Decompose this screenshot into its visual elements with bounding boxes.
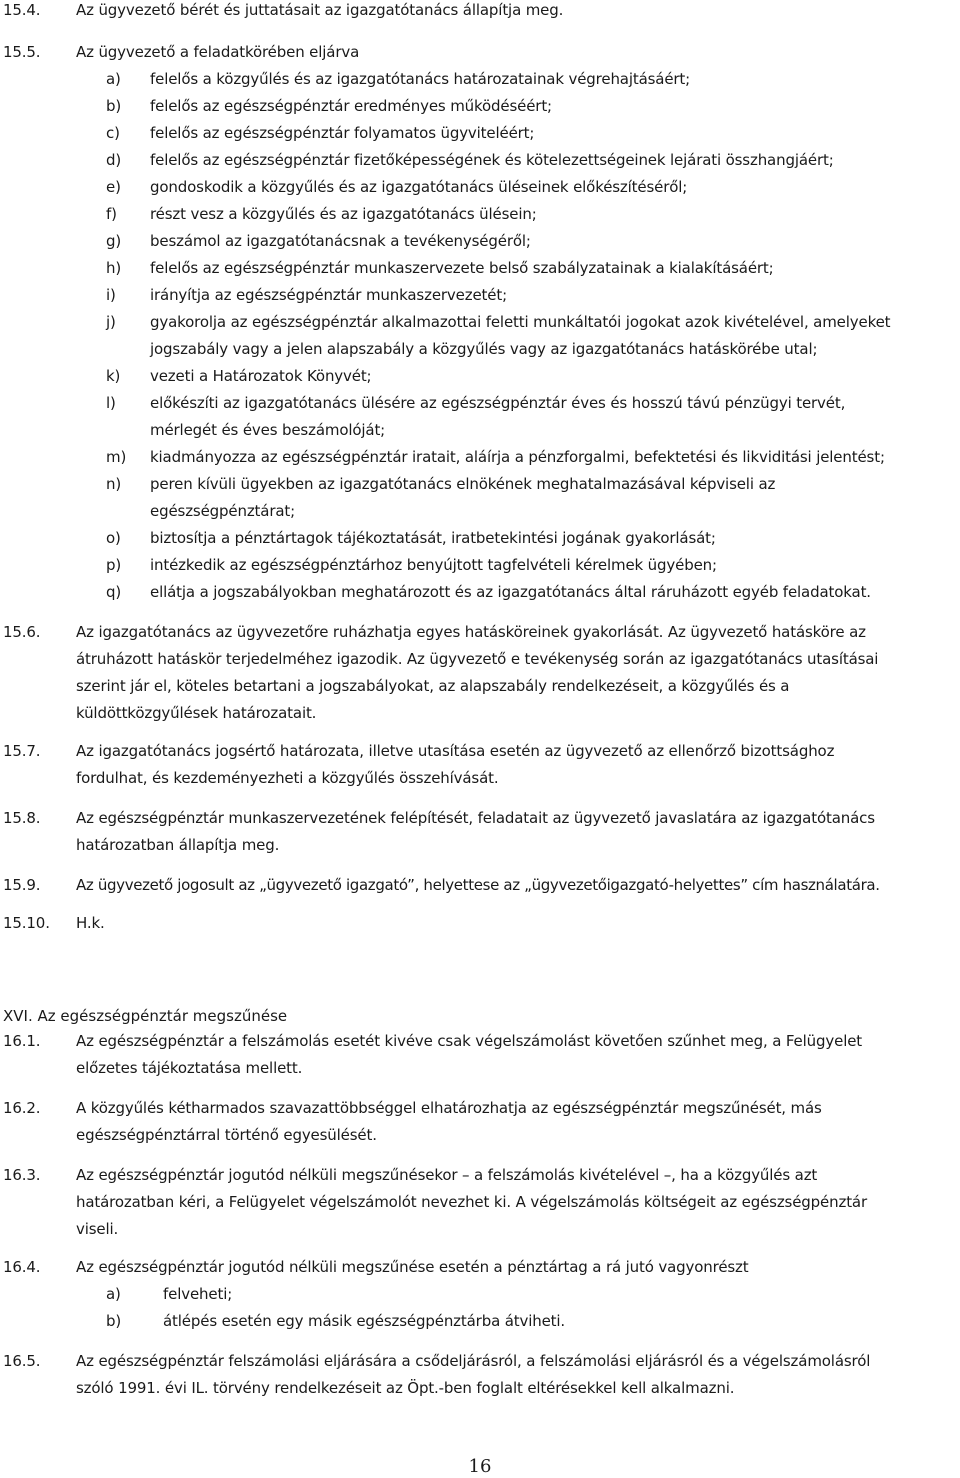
list-item-label: b) xyxy=(106,1312,122,1330)
list-item-label: o) xyxy=(106,529,121,547)
section-text: Az egészségpénztár jogutód nélküli megszűnése esetén a pénztártag a rá jutó vagyonrészt xyxy=(76,1258,749,1276)
list-item-text: egészségpénztárat; xyxy=(150,502,296,520)
section-number: 15.7. xyxy=(3,742,41,760)
section-text: Az ügyvezető jogosult az „ügyvezető igazgató”, helyettese az „ügyvezetőigazgató-helyettes” cím használatára. xyxy=(76,876,880,894)
section-text: határozatban kéri, a Felügyelet végelszámolót nevezhet ki. A végelszámolás költségeit az egészségpénztár xyxy=(76,1193,867,1211)
section-text: Az igazgatótanács az ügyvezetőre ruházhatja egyes hatásköreinek gyakorlását. Az ügyvezető hatásköre az xyxy=(76,623,866,641)
section-text: Az ügyvezető a feladatkörében eljárva xyxy=(76,43,360,61)
list-item-text: intézkedik az egészségpénztárhoz benyújtott tagfelvételi kérelmek ügyében; xyxy=(150,556,717,574)
list-item-label: l) xyxy=(106,394,116,412)
section-text: Az egészségpénztár felszámolási eljárására a csődeljárásról, a felszámolási eljárásról és a végelszámolásról xyxy=(76,1352,871,1370)
section-number: 15.4. xyxy=(3,1,41,19)
list-item-label: f) xyxy=(106,205,117,223)
list-item-label: d) xyxy=(106,151,122,169)
section-text: fordulhat, és kezdeményezheti a közgyűlés összehívását. xyxy=(76,769,499,787)
list-item-label: j) xyxy=(106,313,116,331)
list-item-text: felelős az egészségpénztár munkaszervezete belső szabályzatainak a kialakításáért; xyxy=(150,259,774,277)
list-item-label: b) xyxy=(106,97,122,115)
list-item-text: előkészíti az igazgatótanács ülésére az egészségpénztár éves és hosszú távú pénzügyi tervét, xyxy=(150,394,846,412)
list-item-label: n) xyxy=(106,475,122,493)
list-item-text: felelős az egészségpénztár folyamatos ügyviteléért; xyxy=(150,124,535,142)
section-text: H.k. xyxy=(76,914,105,932)
section-text: szerint jár el, köteles betartani a jogszabályokat, az alapszabály rendelkezéseit, a közgyűlés és a xyxy=(76,677,790,695)
section-text: Az igazgatótanács jogsértő határozata, illetve utasítása esetén az ügyvezető az ellenőrző bizottsághoz xyxy=(76,742,835,760)
list-item-text: felveheti; xyxy=(163,1285,233,1303)
list-item-text: ellátja a jogszabályokban meghatározott és az igazgatótanács által ráruházott egyéb feladatokat. xyxy=(150,583,871,601)
list-item-text: gondoskodik a közgyűlés és az igazgatótanács üléseinek előkészítéséről; xyxy=(150,178,688,196)
section-text: egészségpénztárral történő egyesülését. xyxy=(76,1126,377,1144)
list-item-text: jogszabály vagy a jelen alapszabály a közgyűlés vagy az igazgatótanács hatáskörébe utal; xyxy=(150,340,818,358)
list-item-label: g) xyxy=(106,232,122,250)
section-text: küldöttközgyűlések határozatait. xyxy=(76,704,317,722)
section-number: 15.5. xyxy=(3,43,41,61)
section-text: átruházott hatáskör terjedelméhez igazodik. Az ügyvezető e tevékenység során az igazgatótanács utasításai xyxy=(76,650,879,668)
list-item-text: részt vesz a közgyűlés és az igazgatótanács ülésein; xyxy=(150,205,537,223)
section-text: szóló 1991. évi IL. törvény rendelkezéseit az Öpt.-ben foglalt eltérésekkel kell alkalmazni. xyxy=(76,1379,735,1397)
list-item-text: felelős a közgyűlés és az igazgatótanács határozatainak végrehajtásáért; xyxy=(150,70,691,88)
list-item-label: k) xyxy=(106,367,121,385)
section-text: Az egészségpénztár jogutód nélküli megszűnésekor – a felszámolás kivételével –, ha a közgyűlés azt xyxy=(76,1166,818,1184)
list-item-label: p) xyxy=(106,556,122,574)
section-text: előzetes tájékoztatása mellett. xyxy=(76,1059,303,1077)
list-item-label: i) xyxy=(106,286,116,304)
list-item-text: irányítja az egészségpénztár munkaszervezetét; xyxy=(150,286,507,304)
list-item-text: biztosítja a pénztártagok tájékoztatását, iratbetekintési jogának gyakorlását; xyxy=(150,529,716,547)
list-item-text: felelős az egészségpénztár fizetőképességének és kötelezettségeinek lejárati összhangjáért; xyxy=(150,151,834,169)
list-item-label: e) xyxy=(106,178,121,196)
list-item-text: mérlegét és éves beszámolóját; xyxy=(150,421,386,439)
list-item-label: a) xyxy=(106,1285,121,1303)
section-number: 16.4. xyxy=(3,1258,41,1276)
section-text: határozatban állapítja meg. xyxy=(76,836,280,854)
list-item-label: q) xyxy=(106,583,122,601)
list-item-text: beszámol az igazgatótanácsnak a tevékenységéről; xyxy=(150,232,531,250)
list-item-text: vezeti a Határozatok Könyvét; xyxy=(150,367,372,385)
section-number: 16.3. xyxy=(3,1166,41,1184)
section-number: 16.2. xyxy=(3,1099,41,1117)
list-item-text: gyakorolja az egészségpénztár alkalmazottai feletti munkáltatói jogokat azok kivételével, amelyeket xyxy=(150,313,891,331)
list-item-label: m) xyxy=(106,448,127,466)
section-text: A közgyűlés kétharmados szavazattöbbséggel elhatározhatja az egészségpénztár megszűnését, más xyxy=(76,1099,822,1117)
section-text: Az egészségpénztár a felszámolás esetét kivéve csak végelszámolást követően szűnhet meg, a Felügyelet xyxy=(76,1032,863,1050)
list-item-label: h) xyxy=(106,259,122,277)
section-number: 15.9. xyxy=(3,876,41,894)
page-number: 16 xyxy=(468,1456,492,1477)
section-text: Az egészségpénztár munkaszervezetének felépítését, feladatait az ügyvezető javaslatára az igazgatótanács xyxy=(76,809,875,827)
list-item-text: kiadmányozza az egészségpénztár iratait, aláírja a pénzforgalmi, befektetési és likviditási jelentést; xyxy=(150,448,885,466)
section-number: 15.8. xyxy=(3,809,41,827)
section-number: 16.1. xyxy=(3,1032,41,1050)
chapter-heading: XVI. Az egészségpénztár megszűnése xyxy=(3,1007,288,1025)
list-item-label: c) xyxy=(106,124,120,142)
list-item-text: peren kívüli ügyekben az igazgatótanács elnökének meghatalmazásával képviseli az xyxy=(150,475,776,493)
list-item-label: a) xyxy=(106,70,121,88)
list-item-text: felelős az egészségpénztár eredményes működéséért; xyxy=(150,97,552,115)
list-item-text: átlépés esetén egy másik egészségpénztárba átviheti. xyxy=(163,1312,566,1330)
section-number: 15.6. xyxy=(3,623,41,641)
section-number: 15.10. xyxy=(3,914,50,932)
section-text: Az ügyvezető bérét és juttatásait az igazgatótanács állapítja meg. xyxy=(76,1,564,19)
section-number: 16.5. xyxy=(3,1352,41,1370)
section-text: viseli. xyxy=(76,1220,119,1238)
